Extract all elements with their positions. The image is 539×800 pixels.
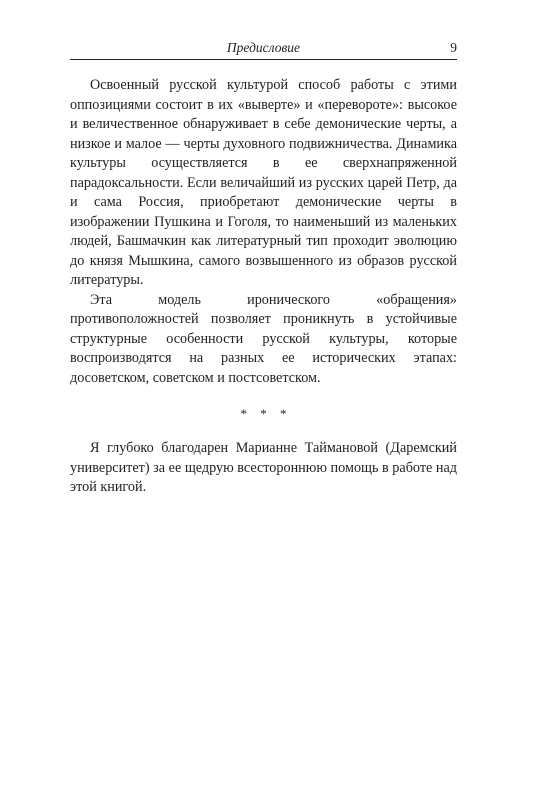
page-number: 9 — [450, 40, 457, 55]
running-title: Предисловие — [226, 40, 301, 55]
header-rule — [70, 59, 457, 60]
running-head — [70, 40, 457, 58]
paragraph-1: Освоенный русской культурой способ работы с этими оппозициями состоит в их «выверте» и «перевороте»: высокое и величественное обнаруживает в себе демонические черты, а низкое и малое — черты духовного подвижничества. Динамика культуры осуществляется в ее сверхнапряженной парадоксальности. Если величайший из русских царей Петр, да и сама Россия, приобретают демонические черты в изображении Пушкина и Гоголя, то наименьший из маленьких людей, Башмачкин как литературный тип проходит эволюцию до князя Мышкина, самого возвышенного из образов русской литературы. — [70, 77, 457, 288]
acknowledgment-paragraph: Я глубоко благодарен Марианне Таймановой (Даремский университет) за ее щедрую всестороннюю помощь в работе над этой книгой. — [70, 440, 457, 495]
section-separator: * * * — [240, 406, 292, 421]
paragraph-2: Эта модель иронического «обращения» противоположностей позволяет проникнуть в устойчивые структурные особенности русской культуры, которые воспроизводятся на разных ее исторических этапах: досоветском, советском и постсоветском. — [70, 291, 457, 386]
page-body — [70, 76, 457, 498]
